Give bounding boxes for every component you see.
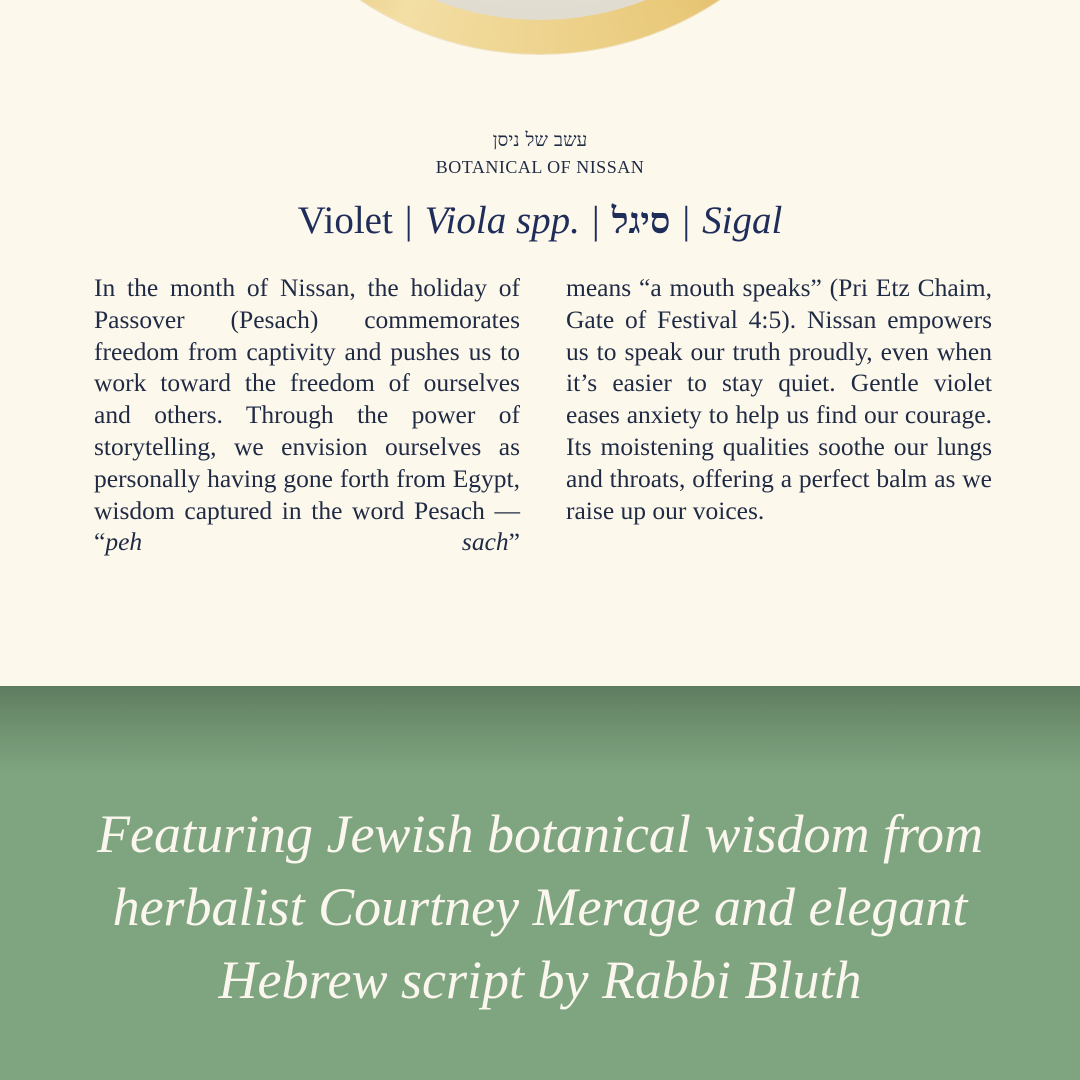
body-text-left-column <box>94 272 520 558</box>
body-quote-close: ” <box>508 527 520 557</box>
separator: | <box>682 199 691 242</box>
gold-circle-frame <box>216 0 864 54</box>
month-caption: BOTANICAL OF NISSAN <box>435 157 645 177</box>
plant-hebrew-name: סיגל <box>611 200 671 242</box>
plant-common-name: Violet <box>297 199 393 242</box>
footer-tagline: Featuring Jewish botanical wisdom from herbalist Courtney Merage and elegant Hebrew script by Rabbi Bluth <box>97 804 983 1010</box>
separator: | <box>591 199 600 242</box>
plant-name-line <box>0 198 1080 243</box>
body-text-right: means “a mouth speaks” (Pri Etz Chaim, Gate of Festival 4:5). Nissan empowers us to speak our truth proudly, even when it’s easier to stay quiet. Gentle violet eases anxiety to help us find our courage. Its moistening qualities soothe our lungs and throats, offering a perfect balm as we raise up our voices. <box>566 273 992 525</box>
hebrew-month-title: עשב של ניסן <box>492 129 588 151</box>
body-emphasis: peh sach <box>105 527 509 557</box>
plant-latin-name: Viola spp. <box>424 199 580 242</box>
plant-transliteration: Sigal <box>702 199 783 242</box>
body-text-left: In the month of Nissan, the holiday of Passover (Pesach) commemorates freedom from captivity and pushes us to work toward the freedom of ourselves and others. Through the power of storytelling, we envision ourselves as personally having gone forth from Egypt, wisdom captured in the word Pesach — “ <box>94 273 520 557</box>
separator: | <box>404 199 413 242</box>
body-text-right-column <box>566 272 992 526</box>
